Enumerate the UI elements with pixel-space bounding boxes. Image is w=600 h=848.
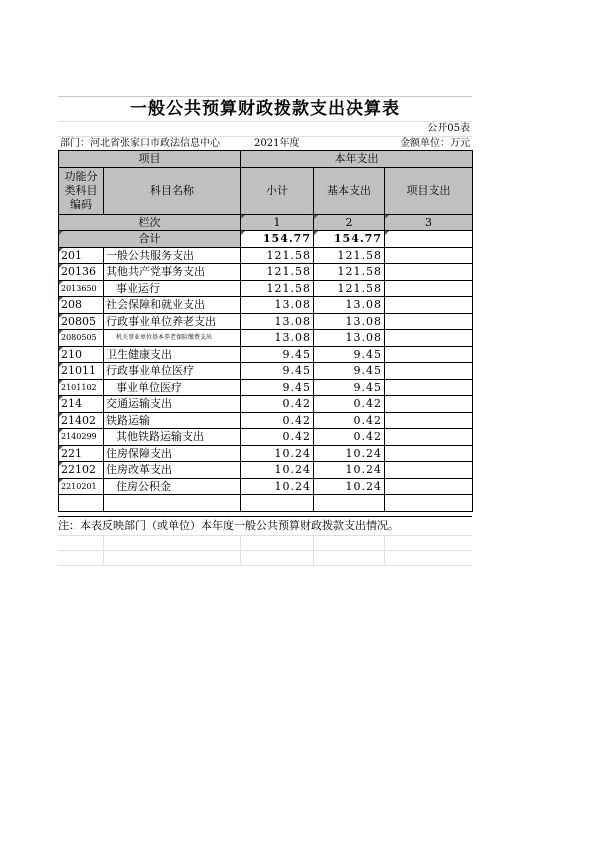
row-subtotal: 121.58 (241, 280, 314, 297)
row-project (385, 412, 473, 429)
row-basic: 10.24 (314, 478, 385, 495)
empty-cell (241, 495, 314, 512)
row-project (385, 478, 473, 495)
table-row (59, 363, 473, 380)
row-subtotal: 9.45 (241, 363, 314, 380)
row-basic: 0.42 (314, 412, 385, 429)
row-subtotal: 10.24 (241, 478, 314, 495)
row-name: 事业运行 (104, 280, 241, 297)
empty-cell (104, 495, 241, 512)
row-project (385, 396, 473, 413)
row-basic: 121.58 (314, 247, 385, 264)
table-row (59, 429, 473, 446)
header-col1: 1 (241, 214, 314, 231)
row-project (385, 297, 473, 314)
row-name: 其他共产党事务支出 (104, 264, 241, 281)
empty-cell (385, 495, 473, 512)
spreadsheet (58, 96, 472, 566)
row-basic: 9.45 (314, 346, 385, 363)
row-subtotal: 13.08 (241, 330, 314, 347)
row-subtotal: 13.08 (241, 297, 314, 314)
meta-row (58, 137, 472, 150)
row-project (385, 379, 473, 396)
row-name: 行政事业单位医疗 (104, 363, 241, 380)
row-code: 210 (59, 346, 104, 363)
total-label: 合计 (59, 231, 241, 248)
row-basic: 9.45 (314, 379, 385, 396)
form-code: 公开05表 (58, 122, 472, 137)
row-basic: 9.45 (314, 363, 385, 380)
row-basic: 0.42 (314, 429, 385, 446)
table-row (59, 412, 473, 429)
row-project (385, 247, 473, 264)
row-code: 20805 (59, 313, 104, 330)
total-basic: 154.77 (314, 231, 385, 248)
row-name: 一般公共服务支出 (104, 247, 241, 264)
row-code: 2080505 (59, 330, 104, 347)
row-subtotal: 10.24 (241, 462, 314, 479)
table-row (59, 495, 473, 512)
row-code: 2140299 (59, 429, 104, 446)
table-row (59, 445, 473, 462)
row-name: 住房保障支出 (104, 445, 241, 462)
empty-cell (59, 495, 104, 512)
header-project: 项目 (59, 151, 241, 168)
table-note: 注：本表反映部门（或单位）本年度一般公共预算财政拨款支出情况。 (58, 517, 472, 536)
row-code: 2101102 (59, 379, 104, 396)
row-name: 交通运输支出 (104, 396, 241, 413)
row-name: 事业单位医疗 (104, 379, 241, 396)
row-basic: 121.58 (314, 264, 385, 281)
header-current-year: 本年支出 (241, 151, 473, 168)
row-basic: 13.08 (314, 313, 385, 330)
row-code: 214 (59, 396, 104, 413)
row-subtotal: 0.42 (241, 429, 314, 446)
row-name: 其他铁路运输支出 (104, 429, 241, 446)
table-row (59, 313, 473, 330)
table-row (59, 247, 473, 264)
table-row (59, 280, 473, 297)
row-basic: 13.08 (314, 330, 385, 347)
row-code: 2013650 (59, 280, 104, 297)
unit-label: 金额单位：万元 (400, 138, 470, 149)
row-code: 20136 (59, 264, 104, 281)
row-project (385, 346, 473, 363)
row-name: 卫生健康支出 (104, 346, 241, 363)
row-basic: 0.42 (314, 396, 385, 413)
header-subject-name: 科目名称 (104, 167, 241, 214)
row-name: 铁路运输 (104, 412, 241, 429)
header-col3: 3 (385, 214, 473, 231)
row-project (385, 429, 473, 446)
row-basic: 13.08 (314, 297, 385, 314)
row-basic: 121.58 (314, 280, 385, 297)
row-code: 21011 (59, 363, 104, 380)
table-row (59, 379, 473, 396)
row-name: 社会保障和就业支出 (104, 297, 241, 314)
table-row (59, 264, 473, 281)
header-func-code: 功能分类科目编码 (59, 167, 104, 214)
table-row (59, 478, 473, 495)
header-basic: 基本支出 (314, 167, 385, 214)
row-project (385, 363, 473, 380)
header-project-exp: 项目支出 (385, 167, 473, 214)
table-row (59, 330, 473, 347)
header-col2: 2 (314, 214, 385, 231)
row-subtotal: 9.45 (241, 346, 314, 363)
department-label: 部门：河北省张家口市政法信息中心 (60, 138, 220, 149)
row-project (385, 280, 473, 297)
table-title: 一般公共预算财政拨款支出决算表 (58, 96, 472, 122)
row-subtotal: 13.08 (241, 313, 314, 330)
row-code: 221 (59, 445, 104, 462)
header-column-no: 栏次 (59, 214, 241, 231)
row-basic: 10.24 (314, 462, 385, 479)
total-project (385, 231, 473, 248)
row-subtotal: 0.42 (241, 396, 314, 413)
row-project (385, 462, 473, 479)
total-subtotal: 154.77 (241, 231, 314, 248)
row-project (385, 264, 473, 281)
header-subtotal: 小计 (241, 167, 314, 214)
row-name: 住房公积金 (104, 478, 241, 495)
blank-row (58, 551, 472, 566)
row-basic: 10.24 (314, 445, 385, 462)
blank-row (58, 536, 472, 551)
row-project (385, 330, 473, 347)
table-row (59, 346, 473, 363)
row-subtotal: 9.45 (241, 379, 314, 396)
row-code: 201 (59, 247, 104, 264)
row-subtotal: 0.42 (241, 412, 314, 429)
row-subtotal: 10.24 (241, 445, 314, 462)
row-name: 行政事业单位养老支出 (104, 313, 241, 330)
expenditure-table (58, 150, 473, 512)
table-row (59, 396, 473, 413)
row-code: 21402 (59, 412, 104, 429)
year-label: 2021年度 (254, 138, 300, 149)
row-project (385, 313, 473, 330)
table-row (59, 462, 473, 479)
row-subtotal: 121.58 (241, 247, 314, 264)
row-subtotal: 121.58 (241, 264, 314, 281)
row-name: 机关事业单位基本养老保险缴费支出 (104, 330, 241, 347)
empty-cell (314, 495, 385, 512)
row-code: 208 (59, 297, 104, 314)
row-code: 22102 (59, 462, 104, 479)
row-name: 住房改革支出 (104, 462, 241, 479)
row-project (385, 445, 473, 462)
row-code: 2210201 (59, 478, 104, 495)
table-row (59, 297, 473, 314)
